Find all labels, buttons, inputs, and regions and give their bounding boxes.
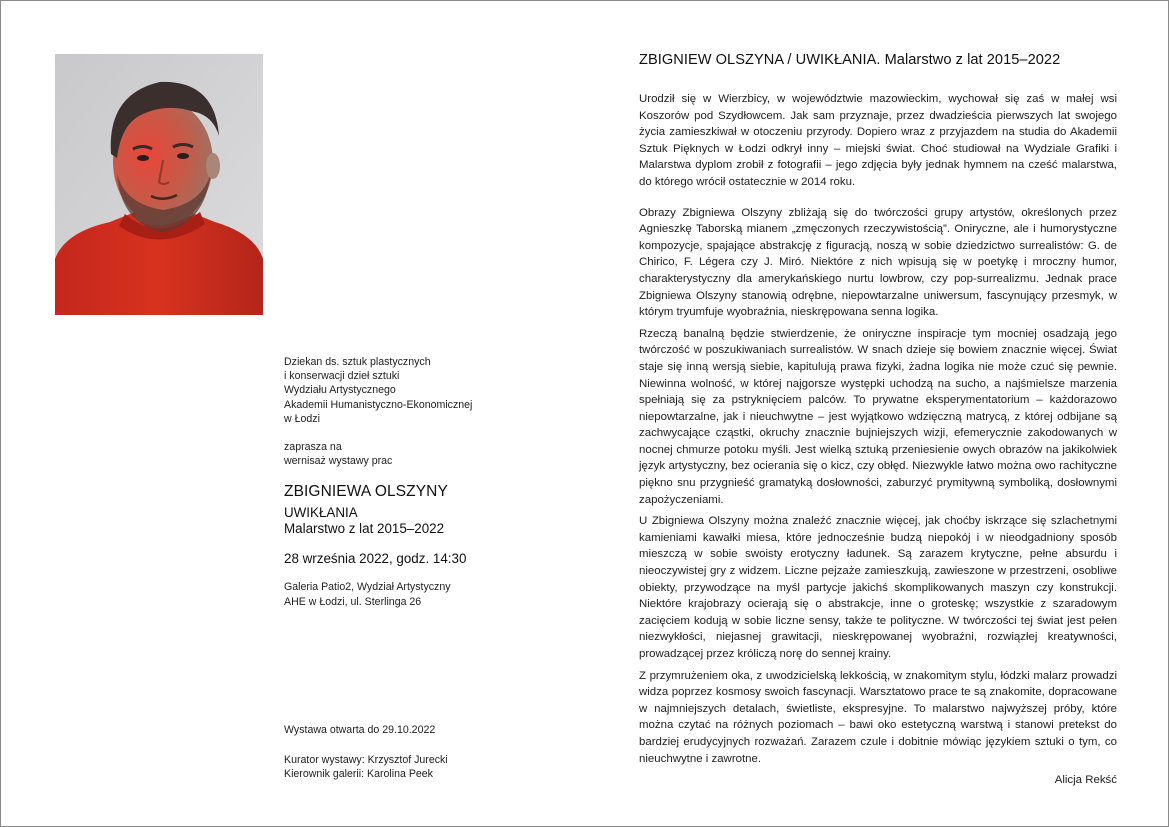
host-institution [284, 355, 584, 426]
artist-portrait-photo [55, 54, 263, 315]
invitation-line: zaprasza na [284, 441, 342, 454]
essay-paragraph: U Zbigniewa Olszyny można znaleźć znacznie więcej, jak choćby iskrzące się szlachetnymi kamieniami kawałki miesa, które jednocześnie budzą niepokój i w nieodgadniony sposób mieszczą w sobie swoisty erotyczny ładunek. Są zarazem krytyczne, pełne absurdu i nieoczywistej gry z widzem. Liczne pejzaże zamieszkują, zawieszone w przestrzeni, osobliwe obiekty, przywodzące na myśl partycje jakichś skomplikowanych maszyn czy konstrukcji. Niektóre krajobrazy ocierają się o abstrakcje, inne o groteskę; wszystkie z szaradowym zacięciem kodują w sobie liczne sensy, także te polityczne. W twórczości tej świat jest pełen niezwykłości, niejasnej grawitacji, nieskrępowanej wyobraźni, rozwiązłej kreatywności, prowadzącej przez króliczą norę do sennej krainy. [639, 515, 1117, 660]
essay-author: Alicja Rekść [1054, 774, 1117, 787]
exhibition-subtitle: Malarstwo z lat 2015–2022 [284, 520, 445, 536]
invitation-block [284, 355, 584, 609]
artist-name: ZBIGNIEWA OLSZYNY [284, 483, 448, 501]
host-line: Wydziału Artystycznego [284, 384, 396, 397]
host-line: Dziekan ds. sztuk plastycznych [284, 356, 431, 368]
essay-paragraph: Z przymrużeniem oka, z uwodzicielską lekkością, w znakomitym stylu, łódzki malarz prowadzi widza poprzez kosmosy swoich fascynacji. Warsztatowo prace te są znakomite, dopracowane w najmniejszych detalach, świetliste, ekspresyjne. To malarstwo najwyższej próby, które można czytać na różnych poziomach – bawi oko estetyczną warstwą i stanowi pretekst do bardziej erudycyjnych rozważań. Zarazem czule i dobitnie mówiąc językiem sztuki o tym, co nieuchwytne i zawrotne. [639, 669, 1117, 765]
venue-line: Galeria Patio2, Wydział Artystyczny [284, 581, 451, 594]
essay-heading: ZBIGNIEW OLSZYNA / UWIKŁANIA. Malarstwo z lat 2015–2022 [639, 52, 1061, 68]
open-until [284, 723, 584, 737]
essay-paragraph: Urodził się w Wierzbicy, w województwie mazowieckim, wychował się zaś w małej wsi Koszorów pod Szydłowcem. Jak sam przyznaje, przez dwadzieścia pierwszych lat swojego życia zamieszkiwał w otoczeniu przyrody. Dopiero wraz z przyjazdem na studia do Akademii Sztuk Pięknych w Łodzi odkrył inny – miejski świat. Choć studiował na Wydziale Grafiki i Malarstwa dyplom zrobił z fotografii – jego zdjęcia były jednak hymnem na cześć malarstwa, do którego wrócił ostatecznie w 2014 roku. [639, 93, 1117, 188]
host-line: w Łodzi [284, 412, 320, 425]
open-until-text: Wystawa otwarta do 29.10.2022 [284, 724, 436, 736]
invitation-text [284, 440, 584, 468]
essay-paragraph: Obrazy Zbigniewa Olszyny zbliżają się do twórczości grupy artystów, określonych przez Agnieszkę Taborską mianem „zmęczonych rzeczywistością”. Oniryczne, ale i humorystyczne kompozycje, spajające abstrakcję z figuracją, noszą w sobie dziedzictwo surrealistów: G. de Chirico, F. Légera czy J. Miró. Niektóre z nich wpisują się w poetykę i mroczny humor, charakterystyczny dla amerykańskiego nurtu lowbrow, czy pop-surrealizmu. Jednak prace Zbigniewa Olszyny stanowią odrębne, niepowtarzalne uniwersum, fascynujący przesmyk, w którym tryumfuje wyobraźnia, nieskrępowana senna logika. [639, 206, 1117, 319]
exhibition-footer [284, 723, 584, 782]
host-line: Akademii Humanistyczno-Ekonomicznej [284, 398, 473, 411]
venue-line: AHE w Łodzi, ul. Sterlinga 26 [284, 595, 422, 608]
credits [284, 753, 584, 781]
host-line: i konserwacji dzieł sztuki [284, 370, 400, 383]
venue-address [284, 580, 584, 608]
gallery-manager-credit: Kierownik galerii: Karolina Peek [284, 768, 433, 781]
curator-credit: Kurator wystawy: Krzysztof Jurecki [284, 754, 448, 767]
invitation-line: wernisaż wystawy prac [284, 455, 393, 468]
opening-date: 28 września 2022, godz. 14:30 [284, 551, 467, 567]
exhibition-title: UWIKŁANIA [284, 505, 358, 521]
essay-paragraph: Rzeczą banalną będzie stwierdzenie, że oniryczne inspiracje tym mocniej osadzają jego twórczość w poszukiwaniach surrealistów. W snach dzieje się bowiem znacznie więcej. Świat staje się inną wersją siebie, kapitulują prawa fizyki, żadna logika nie może czuć się pewnie. Niewinna wolność, w której najgorsze występki uchodzą na sucho, a najśmielsze marzenia spełniają się za pstryknięciem palców. To prywatne eksperymentatorium – każdorazowo niepowtarzalne, jak i nieuchwytne – jest wyjątkowo wdzięczną matrycą, z której odbijane są zachwycające cząstki, okruchy znacznie bujniejszych wizji, efemerycznie zakodowanych w nocnej chmurze potoku myśli. Jest wielką sztuką przeniesienie owych obrazów na jakikolwiek język artystyczny, bez ocierania się o kicz, czy obłęd. Niezwykle łatwo można owo rachityczne piękno snu przygnieść gramatyką dosłowności, zaburzyć prymitywną symboliką, dosłownymi zapożyczeniami. [639, 327, 1117, 506]
essay-body [639, 91, 1117, 767]
essay-column [639, 51, 1117, 788]
